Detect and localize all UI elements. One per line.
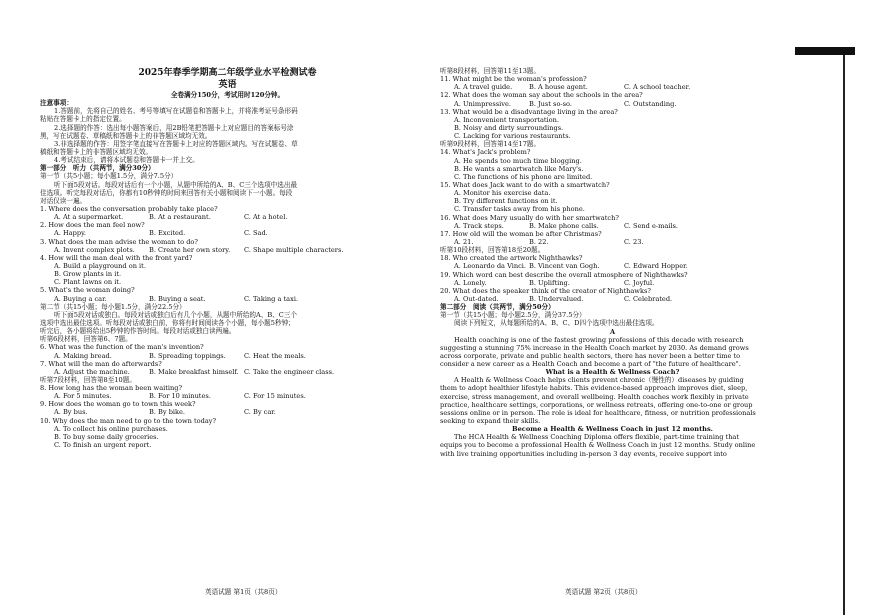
- page-top-bar: [795, 47, 855, 55]
- question-2: 2. How does the man feel now?: [40, 221, 145, 230]
- option: C. Lacking for various restaurants.: [454, 132, 571, 141]
- notes-title: 注意事项：: [40, 99, 73, 108]
- question-7: 7. What will the man do afterwards?: [40, 359, 162, 368]
- question-3: 3. What does the man advise the woman to do?: [40, 237, 198, 246]
- passage-subheading: Become a Health & Wellness Coach in just 12 months.: [512, 425, 713, 434]
- para-line: practice, healthcare settings, corporations, or wellness retreats, offering one-to-one or group: [440, 400, 753, 409]
- part2-section1-heading: 第一节（共15小题；每小题2.5分，满分37.5分）: [440, 311, 586, 320]
- option: A. Monitor his exercise data.: [454, 189, 551, 198]
- options-1: A. At a supermarket. B. At a restaurant. C. At a hotel.: [54, 213, 288, 222]
- para-line: exercise, stress management, and overall wellbeing. Health coaches work flexibly in private: [440, 392, 749, 401]
- section2-desc: 听完后，各小题将给出5秒钟的作答时间。每段对话或独白读两遍。: [40, 327, 236, 336]
- options-11: A. A travel guide. B. A house agent. C. A school teacher.: [454, 83, 691, 92]
- para-line: Health coaching is one of the fastest growing professions of this decade with research: [454, 335, 744, 344]
- note-line: 粘贴在答题卡上的指定位置。: [40, 115, 126, 124]
- note-line: 稿纸和答题卡上的非答题区域均无效。: [40, 147, 153, 156]
- options-12: A. Unimpressive. B. Just so-so. C. Outstanding.: [454, 99, 677, 108]
- option: B. He wants a smartwatch like Mary's.: [454, 164, 584, 173]
- para-line: equips you to become a professional Health & Wellness Coach in just 12 months. Study online: [440, 441, 756, 450]
- question-20: 20. What does the speaker think of the creator of Nighthawks?: [440, 286, 651, 295]
- options-3: A. Invent complex plots. B. Create her own story. C. Shape multiple characters.: [54, 245, 344, 254]
- note-line: 3.非选择题的作答：用签字笔直接写在答题卡上对应的答题区域内。写在试题卷、草: [54, 139, 298, 148]
- question-18: 18. Who created the artwork Nighthawks?: [440, 254, 583, 263]
- section1-desc: 听下面5段对话。每段对话后有一个小题，从题中所给的A、B、C三个选项中选出最: [54, 180, 298, 189]
- para-line: seeking to expand their skills.: [440, 417, 541, 426]
- page-footer-left: 英语试题 第1页（共8页）: [205, 588, 282, 596]
- option: B. Try different functions on it.: [454, 197, 558, 206]
- para-line: consider a new career as a Health Coach and become a part of "the future of healthcare".: [440, 360, 741, 369]
- right-column: [440, 67, 785, 602]
- exam-title: 2025年春季学期高二年级学业水平检测试卷: [138, 68, 317, 78]
- question-8: 8. How long has the woman been waiting?: [40, 384, 182, 393]
- question-4: 4. How will the man deal with the front yard?: [40, 253, 193, 262]
- part2-heading: 第二部分 阅读（共两节，满分50分）: [440, 303, 555, 312]
- section1-desc: 对话仅读一遍。: [40, 196, 87, 205]
- option: B. Grow plants in it.: [54, 270, 122, 279]
- options-6: A. Making bread. B. Spreading toppings. C. Heat the meals.: [54, 351, 306, 360]
- exam-subject: 英语: [218, 80, 237, 90]
- question-12: 12. What does the woman say about the schools in the area?: [440, 91, 643, 100]
- material-6: 听第6段材料，回答第6、7题。: [40, 335, 132, 344]
- material-9: 听第9段材料，回答第14至17题。: [440, 140, 541, 149]
- passage-letter: A: [609, 327, 616, 336]
- para-line: suggesting a stunning 75% increase in the Health Coach market by 2030. As demand grows: [440, 343, 749, 352]
- options-2: A. Happy. B. Excited. C. Sad.: [54, 229, 268, 238]
- question-19: 19. Which word can best describe the overall atmosphere of Nighthawks?: [440, 270, 688, 279]
- option: C. The functions of his phone are limited.: [454, 172, 593, 181]
- page-right-edge: [843, 55, 845, 615]
- question-11: 11. What might be the woman's profession?: [440, 75, 587, 84]
- option: B. Noisy and dirty surroundings.: [454, 123, 564, 132]
- option: A. He spends too much time blogging.: [454, 156, 582, 165]
- question-6: 6. What was the function of the man's invention?: [40, 343, 204, 352]
- para-line: sessions online or in person. The role is ideal for healthcare, fitness, or nutrition professionals: [440, 408, 756, 417]
- options-17: A. 21. B. 22. C. 23.: [454, 237, 644, 246]
- note-line: 4.考试结束后，请将本试题卷和答题卡一并上交。: [54, 156, 199, 165]
- options-18: A. Leonardo da Vinci. B. Vincent van Gogh. C. Edward Hopper.: [454, 262, 688, 271]
- question-13: 13. What would be a disadvantage living in the area?: [440, 107, 618, 116]
- section1-heading: 第一节（共5小题；每小题1.5分，满分7.5分）: [40, 172, 178, 181]
- para-line: across corporate, private and public health sectors, there has never been a better time to: [440, 351, 741, 360]
- part2-desc: 阅读下列短文，从每题所给的A、B、C、D四个选项中选出最佳选项。: [454, 319, 659, 328]
- option: C. To finish an urgent report.: [54, 441, 152, 450]
- para-line: them to adopt healthier lifestyle habits. This evidence-based approach improves diet, sleep,: [440, 384, 748, 393]
- option: C. Transfer tasks away from his phone.: [454, 205, 585, 214]
- passage-subheading: What is a Health & Wellness Coach?: [545, 368, 680, 377]
- para-line: A Health & Wellness Coach helps clients prevent chronic（慢性的）diseases by guiding: [454, 376, 744, 385]
- note-line: 1.答题前，先将自己的姓名、考号等填写在试题卷和答题卡上，并将准考证号条形码: [54, 107, 298, 116]
- para-line: with live training opportunities including in-person 3 day events, receive support into: [440, 449, 727, 458]
- options-5: A. Buying a car. B. Buying a seat. C. Taking a taxi.: [54, 294, 299, 303]
- question-17: 17. How old will the woman be after Christmas?: [440, 229, 602, 238]
- question-14: 14. What's Jack's problem?: [440, 148, 531, 157]
- section2-desc: 听下面5段对话或独白。每段对话或独白后有几个小题，从题中所给的A、B、C三个: [54, 310, 298, 319]
- para-line: The HCA Health & Wellness Coaching Diploma offers flexible, part-time training that: [454, 433, 740, 442]
- material-7: 听第7段材料，回答第8至10题。: [40, 375, 136, 384]
- part1-heading: 第一部分 听力（共两节，满分30分）: [40, 164, 155, 173]
- material-10: 听第10段材料，回答第18至20题。: [440, 246, 545, 255]
- question-16: 16. What does Mary usually do with her smartwatch?: [440, 213, 619, 222]
- options-8: A. For 5 minutes. B. For 10 minutes. C. For 15 minutes.: [54, 392, 306, 401]
- options-9: A. By bus. B. By bike. C. By car.: [54, 408, 276, 417]
- option: C. Plant lawns on it.: [54, 278, 122, 287]
- score-line: 全卷满分150分，考试用时120分钟。: [170, 91, 285, 99]
- question-10: 10. Why does the man need to go to the town today?: [40, 416, 217, 425]
- section2-desc: 选项中选出最佳选项。听每段对话或独白前，你将有时间阅读各个小题，每小题5秒钟；: [40, 318, 295, 327]
- note-line: 2.选择题的作答：选出每小题答案后，用2B铅笔把答题卡上对应题目的答案标号涂: [54, 123, 294, 132]
- options-19: A. Lonely. B. Uplifting. C. Joyful.: [454, 278, 655, 287]
- note-line: 黑，写在试题卷、草稿纸和答题卡上的非答题区域均无效。: [40, 131, 212, 140]
- question-1: 1. Where does the conversation probably take place?: [40, 204, 218, 213]
- page-footer-right: 英语试题 第2页（共8页）: [565, 588, 642, 596]
- section1-desc: 佳选项。听完每段对话后，你都有10秒钟的时间来回答有关小题和阅读下一小题。每段: [40, 188, 293, 197]
- option: A. Inconvenient transportation.: [454, 115, 559, 124]
- question-15: 15. What does Jack want to do with a smartwatch?: [440, 180, 610, 189]
- options-20: A. Out-dated. B. Undervalued. C. Celebrated.: [454, 294, 673, 303]
- options-7: A. Adjust the machine. B. Make breakfast himself. C. Take the engineer class.: [54, 367, 335, 376]
- left-column: [40, 67, 415, 602]
- options-16: A. Track steps. B. Make phone calls. C. Send e-mails.: [454, 221, 678, 230]
- material-8: 听第8段材料，回答第11至13题。: [440, 67, 541, 75]
- option: A. Build a playground on it.: [54, 261, 146, 270]
- question-5: 5. What's the woman doing?: [40, 286, 135, 295]
- option: A. To collect his online purchases.: [54, 424, 168, 433]
- question-9: 9. How does the woman go to town this week?: [40, 400, 196, 409]
- section2-heading: 第二节（共15小题；每小题1.5分，满分22.5分）: [40, 302, 186, 311]
- option: B. To buy some daily groceries.: [54, 432, 159, 441]
